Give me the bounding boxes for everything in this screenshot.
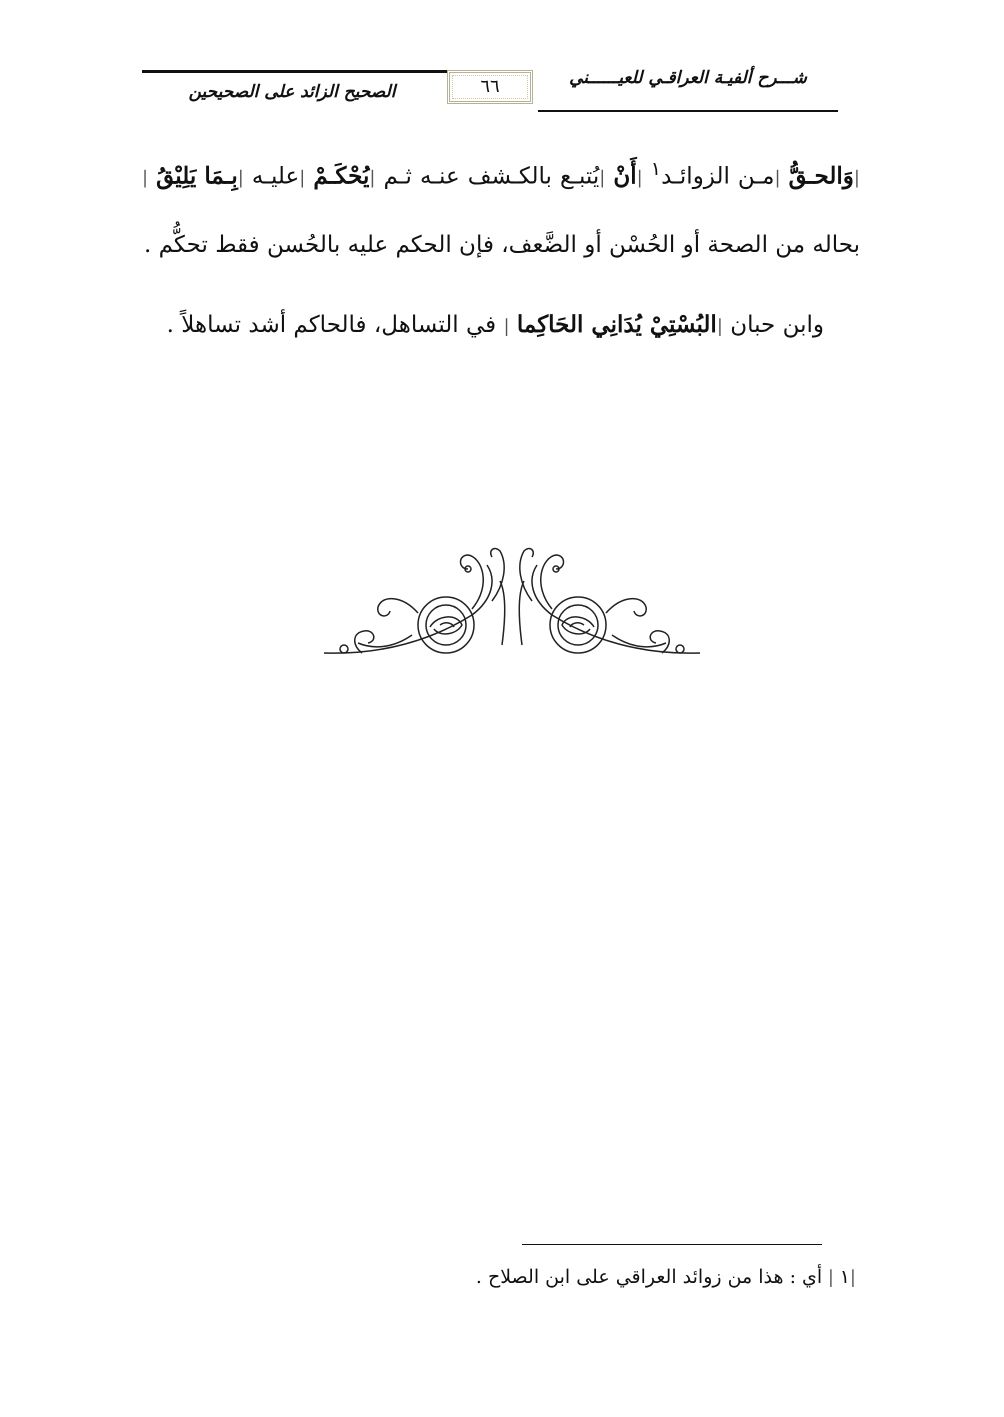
footnote-text: أي : هذا من زوائد العراقي على ابن الصلاح . bbox=[475, 1266, 823, 1288]
verse-word: وَالحـقُّ bbox=[788, 162, 854, 190]
verse-marker: | bbox=[853, 167, 860, 189]
commentary-text: يُتبـع بالكـشف عنـه ثـم bbox=[383, 163, 600, 190]
verse-word: بِـمَا bbox=[204, 162, 238, 190]
commentary-text: في التساهل، فالحاكم أشد تساهلاً . bbox=[166, 311, 497, 338]
page-header bbox=[142, 62, 838, 114]
verse-marker: | bbox=[299, 167, 306, 189]
verse-word: يُحْكَـمْ bbox=[313, 162, 370, 190]
verse-marker: | bbox=[142, 167, 149, 189]
section-title: الصحيح الزائد على الصحيحين bbox=[188, 82, 396, 102]
footnote bbox=[296, 1266, 856, 1288]
floral-divider-icon bbox=[322, 545, 702, 661]
paragraph-2 bbox=[142, 292, 860, 360]
header-rule-left bbox=[142, 70, 447, 73]
verse-marker: | bbox=[822, 1267, 840, 1288]
footnote-ref: ١ bbox=[650, 157, 662, 180]
verse-marker: | bbox=[774, 167, 781, 189]
verse-word: يَلِيْقُ bbox=[156, 162, 197, 190]
verse-marker: | bbox=[636, 167, 643, 189]
verse-marker: | bbox=[716, 315, 723, 337]
commentary-text: وابن حبان bbox=[730, 311, 824, 338]
page-number: ٦٦ bbox=[447, 70, 533, 104]
footnote-rule bbox=[522, 1244, 822, 1245]
commentary-text: بحاله من الصحة أو الحُسْن أو الضَّعف، فإن الحكم عليه بالحُسن فقط تحكُّم . bbox=[144, 231, 860, 258]
book-title: شـــرح ألفيـة العراقـي للعيــــــني bbox=[569, 68, 807, 88]
verse-marker: | bbox=[369, 167, 376, 189]
verse-marker: | bbox=[599, 167, 606, 189]
verse-words: البُسْتِيْ يُدَانِي الحَاكِما bbox=[516, 310, 717, 338]
commentary-text: مـن الزوائـد bbox=[661, 163, 775, 190]
header-rule-right bbox=[538, 110, 838, 112]
commentary-text: عليـه bbox=[251, 163, 300, 190]
main-text bbox=[142, 136, 860, 360]
verse-marker: | bbox=[849, 1267, 856, 1288]
verse-marker: | bbox=[237, 167, 244, 189]
verse-marker: | bbox=[503, 315, 510, 337]
verse-word: أَنْ bbox=[613, 162, 637, 190]
paragraph-1 bbox=[142, 136, 860, 278]
footnote-marker: ١ bbox=[839, 1266, 850, 1288]
